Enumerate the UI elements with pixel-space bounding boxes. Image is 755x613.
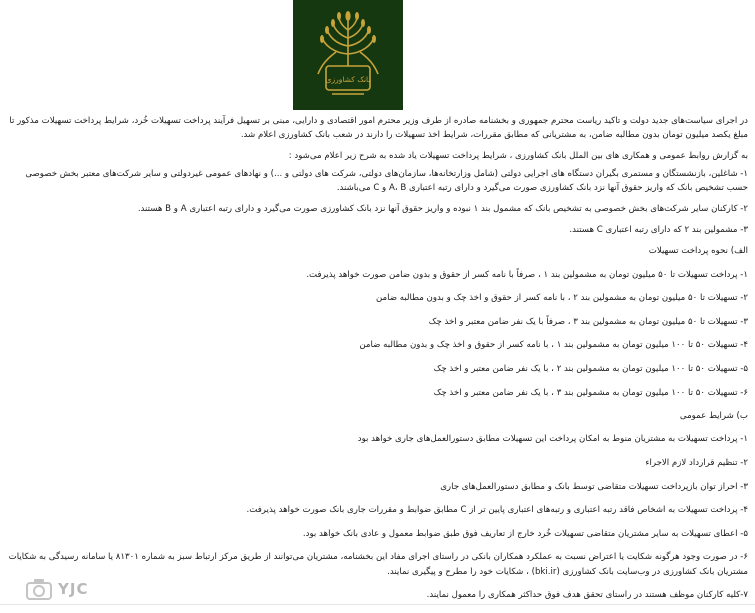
- bank-logo: [293, 0, 403, 110]
- eligibility-item-3: ۳- مشمولین بند ۲ که دارای رتبه اعتباری C هستند.: [569, 225, 748, 236]
- news-article: [8, 114, 748, 612]
- section-a-item: ۴- تسهیلات ۵۰ تا ۱۰۰ میلیون تومان به مشمولین بند ۱ ، با نامه کسر از حقوق و اخذ چک و بدون مطالبه ضامن: [359, 340, 748, 351]
- section-b-item: ۴- پرداخت تسهیلات به اشخاص فاقد رتبه اعتباری و رتبه‌های اعتباری پایین تر از C مطابق ضوابط و مقررات جاری بانک صورت خواهد پذیرفت.: [246, 505, 748, 516]
- article-intro: در اجرای سیاست‌های جدید دولت و تاکید ریاست محترم جمهوری و بخشنامه صادره از طرف وزیر محترم امور اقتصادی و دارایی، مبنی بر تسهیل فرآیند پرداخت تسهیلات خُرد، شرایط پرداخت تسهیلات مذکور تا مبلغ یکصد میلیون تومان بدون مطالبه ضامن، به مشتریانی که مطابق مقررات، شرایط اخذ تسهیلات را دارند در شعب بانک کشاورزی اعلام شد.: [9, 116, 748, 141]
- svg-text:بانک کشاورزی: بانک کشاورزی: [325, 75, 371, 84]
- section-a-title: الف) نحوه پرداخت تسهیلات: [648, 246, 748, 257]
- watermark-text: YJC: [58, 580, 89, 598]
- section-a-item: ۳- تسهیلات تا ۵۰ میلیون تومان به مشمولین بند ۳ ، صرفاً با یک نفر ضامن معتبر و اخذ چک: [428, 316, 748, 327]
- section-b-item: ۲- تنظیم قرارداد لازم الاجراء: [645, 457, 748, 468]
- section-a-item: ۵- تسهیلات ۵۰ تا ۱۰۰ میلیون تومان به مشمولین بند ۲ ، با یک نفر ضامن معتبر و اخذ چک: [433, 364, 748, 374]
- article-lead: به گزارش روابط عمومی و همکاری های بین الملل بانک کشاورزی ، شرایط پرداخت تسهیلات یاد شده به شرح زیر اعلام می‌شود :: [288, 151, 748, 162]
- eligibility-item-1: ۱- شاغلین، بازنشستگان و مستمری بگیران دستگاه های اجرایی دولتی (شامل وزارتخانه‌ها، سازمان‌های دولتی، شرکت های دولتی و ...) و نهادهای عمومی غیردولتی و سایر شرکت‌های معتبر بخش خصوصی حسب تشخیص بانک که واریز حقوق آنها نزد بانک کشاورزی صورت می‌گیرد و دارای رتبه اعتباری A، B و C می‌باشند.: [25, 168, 748, 193]
- section-b-item: ۵- اعطای تسهیلات به سایر مشتریان متقاضی تسهیلات خُرد خارج از تعاریف فوق طبق ضوابط معمول و عادی بانک خواهد بود.: [302, 528, 748, 539]
- section-b-item: ۳- احراز توان بازپرداخت تسهیلات متقاضی توسط بانک و مطابق دستورالعمل‌های جاری: [440, 481, 748, 492]
- section-a-item: ۶- تسهیلات ۵۰ تا ۱۰۰ میلیون تومان به مشمولین بند ۳ ، با یک نفر ضامن معتبر و اخذ چک: [433, 387, 748, 398]
- divider: [0, 604, 755, 605]
- eligibility-item-2: ۲- کارکنان سایر شرکت‌های بخش خصوصی به تشخیص بانک که مشمول بند ۱ نبوده و واریز حقوق آنها نزد بانک کشاورزی صورت می‌گیرد و دارای رتبه اعتباری A و B هستند.: [137, 204, 748, 215]
- wheat-emblem-icon: [306, 8, 390, 102]
- section-b-title: ب) شرایط عمومی: [679, 411, 748, 422]
- yjc-watermark: [26, 578, 88, 600]
- camera-icon: [26, 578, 52, 600]
- section-a-item: ۲- تسهیلات تا ۵۰ میلیون تومان به مشمولین بند ۲ ، با نامه کسر از حقوق و اخذ چک و بدون مطالبه ضامن: [375, 293, 748, 304]
- section-a-item: ۱- پرداخت تسهیلات تا ۵۰ میلیون تومان به مشمولین بند ۱ ، صرفاً با نامه کسر از حقوق و بدون ضامن صورت خواهد پذیرفت.: [306, 269, 748, 280]
- section-b-item: ۱- پرداخت تسهیلات به مشتریان منوط به امکان پرداخت این تسهیلات مطابق دستورالعمل‌های جاری خواهد بود: [357, 434, 748, 445]
- section-b-item: ۶- در صورت وجود هرگونه شکایت یا اعتراض نسبت به عملکرد همکاران بانکی در راستای اجرای مفاد این بخشنامه، مشتریان می‌توانند از طریق مرکز ارتباط سبز به شماره ۸۱۳۰۱ یا سامانه رسیدگی به شکایات مشتریان بانک کشاورزی در وب‌سایت بانک کشاورزی (bki.ir) ، شکایات خود را مطرح و پیگیری نمایند.: [8, 552, 748, 577]
- section-b-item: ۷-کلیه کارکنان موظف هستند در راستای تحقق هدف فوق حداکثر همکاری را معمول نمایند.: [426, 590, 748, 601]
